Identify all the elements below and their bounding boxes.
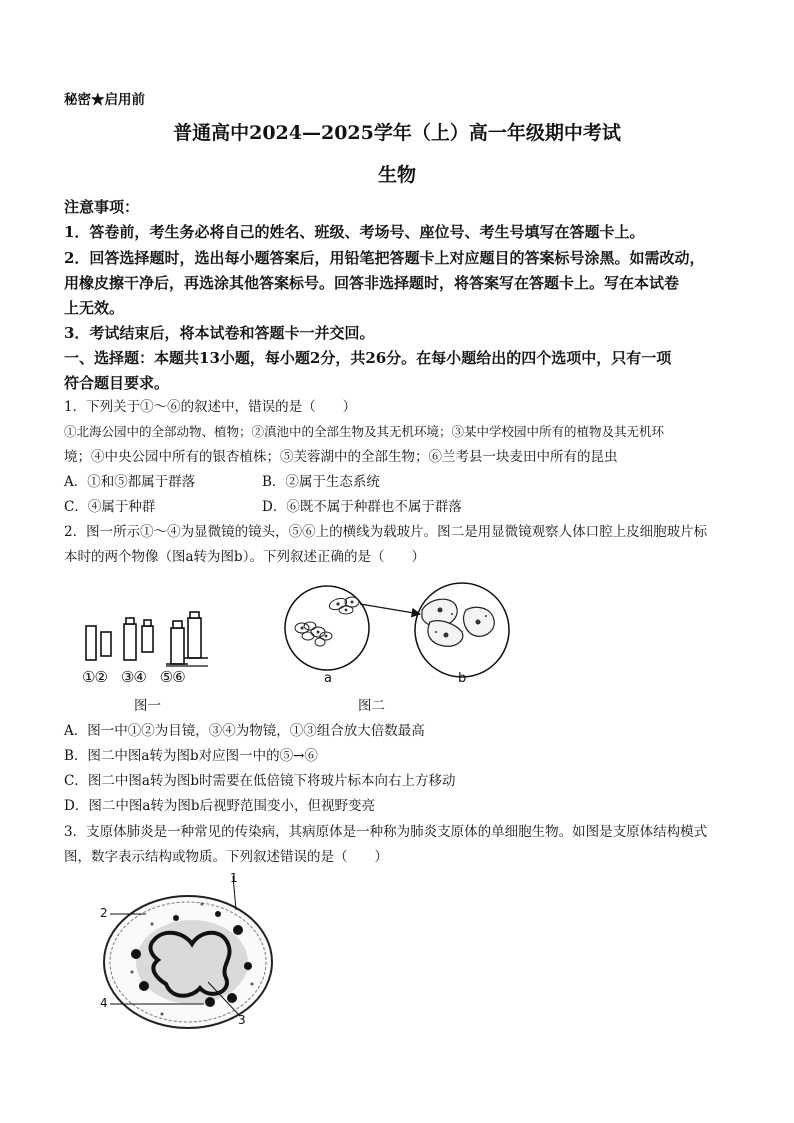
- q3-label-3: 3: [238, 1013, 246, 1027]
- subject-title: 生物: [377, 164, 416, 186]
- q1-option-c: C．④属于种群: [64, 499, 156, 515]
- q1-option-b: B．②属于生态系统: [262, 474, 380, 490]
- objective-4: [142, 626, 153, 652]
- figure1-caption: 图一: [134, 698, 161, 714]
- objective-6: [188, 618, 201, 658]
- note-3: 3．考试结束后，将本试卷和答题卡一并交回。: [64, 324, 375, 342]
- transition-arrow: [360, 604, 420, 614]
- notes-heading: 注意事项：: [64, 198, 140, 216]
- q2-stem-line2: 本时的两个物像（图a转为图b）。下列叙述正确的是（ ）: [64, 549, 425, 565]
- q3-stem-line1: 3．支原体肺炎是一种常见的传染病，其病原体是一种称为肺炎支原体的单细胞生物。如图是支原体结构模式: [64, 824, 708, 840]
- view-a-label: a: [324, 671, 332, 686]
- q3-stem-line2: 图，数字表示结构或物质。下列叙述错误的是（ ）: [64, 849, 388, 865]
- q1-option-a: A．①和⑤都属于群落: [64, 474, 196, 490]
- exam-title: 普通高中2024—2025学年（上）高一年级期中考试: [173, 122, 621, 144]
- confidential-mark: 秘密★启用前: [64, 92, 145, 108]
- objective-3-top: [126, 618, 134, 624]
- objective-5-top: [173, 621, 182, 628]
- note-1: 1．答卷前，考生务必将自己的姓名、班级、考场号、座位号、考生号填写在答题卡上。: [64, 223, 645, 241]
- q1-desc-line2: 境；④中央公园中所有的银杏植株；⑤芙蓉湖中的全部生物；⑥兰考县一块麦田中所有的昆虫: [64, 449, 618, 465]
- q1-stem: 1．下列关于①～⑥的叙述中，错误的是（ ）: [64, 399, 357, 415]
- objective-4-top: [144, 620, 151, 626]
- objective-6-top: [190, 612, 199, 618]
- view-b-label: b: [458, 671, 467, 686]
- lens-labels: ①② ③④ ⑤⑥: [82, 668, 185, 686]
- q2-option-d: D．图二中图a转为图b后视野范围变小，但视野变亮: [64, 798, 376, 814]
- section-heading-line2: 符合题目要求。: [64, 374, 170, 392]
- section-heading-line1: 一、选择题：本题共13小题，每小题2分，共26分。在每小题给出的四个选项中，只有一项: [64, 349, 672, 367]
- figure2-caption: 图二: [358, 698, 385, 714]
- q2-option-b: B．图二中图a转为图b对应图一中的⑤→⑥: [64, 748, 318, 764]
- q3-label-2: 2: [100, 906, 108, 920]
- q1-option-d: D．⑥既不属于种群也不属于群落: [262, 499, 462, 515]
- note-2-line2: 用橡皮擦干净后，再选涂其他答案标号。回答非选择题时，将答案写在答题卡上。写在本试卷: [64, 274, 680, 292]
- microscope-views-figure: [280, 580, 520, 680]
- q3-label-4: 4: [100, 996, 108, 1010]
- q2-option-c: C．图二中图a转为图b时需要在低倍镜下将玻片标本向右上方移动: [64, 773, 456, 789]
- q3-label-1: 1: [230, 871, 238, 885]
- note-2-line1: 2．回答选择题时，选出每小题答案后，用铅笔把答题卡上对应题目的答案标号涂黑。如需改动，: [64, 249, 705, 267]
- q2-stem-line1: 2．图一所示①～④为显微镜的镜头，⑤⑥上的横线为载玻片。图二是用显微镜观察人体口腔上皮细胞玻片标: [64, 524, 708, 540]
- eyepiece-1: [86, 626, 96, 660]
- objective-3: [124, 624, 136, 660]
- objective-5: [171, 628, 184, 664]
- note-2-line3: 上无效。: [64, 299, 125, 317]
- eyepiece-2: [101, 632, 111, 656]
- q2-option-a: A．图一中①②为目镜，③④为物镜，①③组合放大倍数最高: [64, 723, 425, 739]
- nucleoid-region: [136, 920, 248, 1004]
- q1-desc-line1: ①北海公园中的全部动物、植物；②滇池中的全部生物及其无机环境；③某中学校园中所有的植物及其无机环: [64, 424, 665, 439]
- mycoplasma-diagram: [92, 874, 282, 1034]
